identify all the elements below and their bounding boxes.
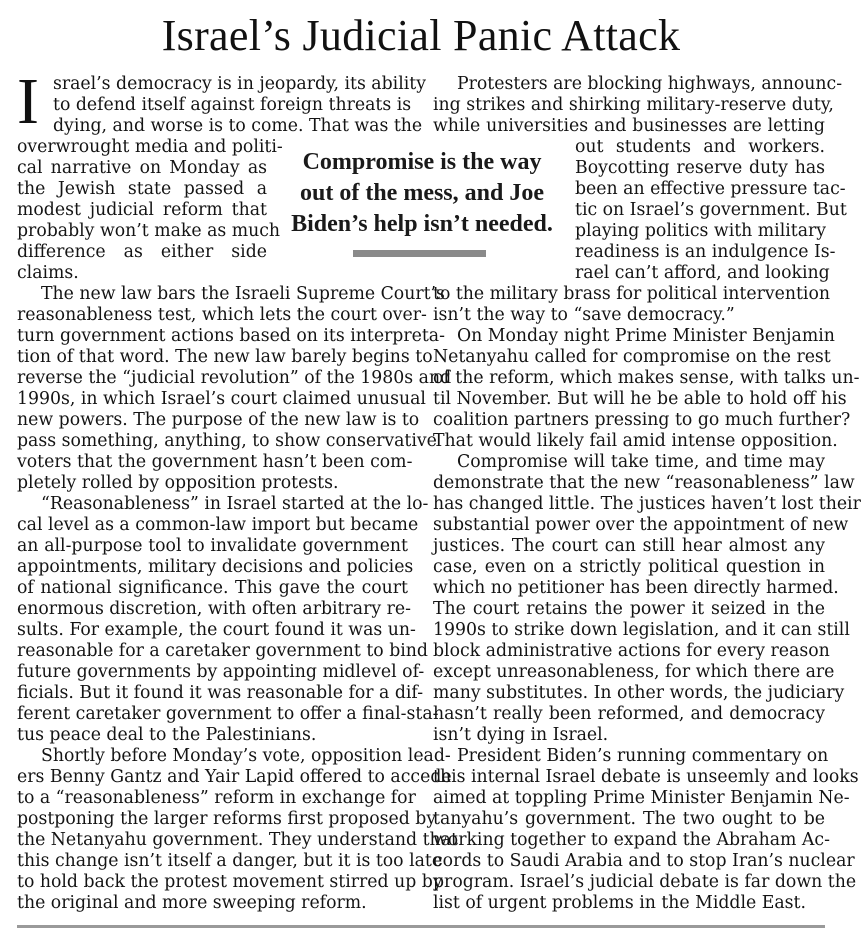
text-line: an all-purpose tool to invalidate government <box>17 536 408 556</box>
text-line: Netanyahu called for compromise on the rest <box>433 347 831 367</box>
text-line: On Monday night Prime Minister Benjamin <box>457 326 835 346</box>
text-line: coalition partners pressing to go much further? <box>433 410 851 430</box>
text-line: 1990s to strike down legislation, and it can still <box>433 620 850 640</box>
text-line: this internal Israel debate is unseemly and looks <box>433 767 859 787</box>
text-line: sults. For example, the court found it was un- <box>17 620 416 640</box>
text-line: which no petitioner has been directly harmed. <box>433 578 839 598</box>
text-line: cal level as a common-law import but became <box>17 515 419 535</box>
text-line: reverse the “judicial revolution” of the 1980s and <box>17 368 452 388</box>
text-line: probably won’t make as much <box>17 221 281 241</box>
text-line: many substitutes. In other words, the judiciary <box>433 683 845 703</box>
text-line: out students and workers. <box>575 137 825 157</box>
article-headline: Israel’s Judicial Panic Attack <box>161 11 681 60</box>
text-line: postponing the larger reforms first proposed by <box>17 809 437 829</box>
text-line: difference as either side <box>17 242 267 262</box>
text-line: Protesters are blocking highways, announc- <box>457 74 843 94</box>
text-line: isn’t dying in Israel. <box>433 725 609 745</box>
text-line: cal narrative on Monday as <box>17 158 267 178</box>
text-line: pass something, anything, to show conservative <box>17 431 437 451</box>
text-line: aimed at toppling Prime Minister Benjamin Ne- <box>433 788 850 808</box>
text-line: hasn’t really been reformed, and democracy <box>433 704 825 724</box>
text-line: been an effective pressure tac- <box>575 179 846 199</box>
text-line: of the reform, which makes sense, with talks un- <box>433 368 860 388</box>
text-line: substantial power over the appointment of new <box>433 515 849 535</box>
pull-quote: Compromise is the way out of the mess, and Joe Biden’s help isn’t needed. <box>291 149 553 237</box>
text-line: to a “reasonableness” reform in exchange for <box>17 788 416 808</box>
text-line: dying, and worse is to come. That was the <box>53 116 423 136</box>
text-line: til November. But will he be able to hold off his <box>433 389 847 409</box>
text-line: Shortly before Monday’s vote, opposition lead- <box>41 746 451 766</box>
text-line: except unreasonableness, for which there are <box>433 662 835 682</box>
text-line: of national significance. This gave the court <box>17 578 408 598</box>
text-line: demonstrate that the new “reasonableness” law <box>433 473 855 493</box>
text-line: working together to expand the Abraham Ac- <box>433 830 830 850</box>
text-line: tion of that word. The new law barely begins to <box>17 347 433 367</box>
text-line: The new law bars the Israeli Supreme Court’s <box>41 284 445 304</box>
text-line: ficials. But it found it was reasonable for a dif- <box>17 683 424 703</box>
text-line: President Biden’s running commentary on <box>457 746 829 766</box>
text-line: enormous discretion, with often arbitrary re- <box>17 599 411 619</box>
text-line: has changed little. The justices haven’t lost their <box>433 494 861 514</box>
text-line: appointments, military decisions and policies <box>17 557 414 577</box>
text-line: Compromise will take time, and time may <box>457 452 825 472</box>
text-line: block administrative actions for every reason <box>433 641 830 661</box>
text-line: voters that the government hasn’t been com- <box>17 452 413 472</box>
text-line: to the military brass for political intervention <box>433 284 830 304</box>
text-line: list of urgent problems in the Middle East. <box>433 893 806 913</box>
text-line: to defend itself against foreign threats is <box>53 95 412 115</box>
text-line: “Reasonableness” in Israel started at the lo- <box>41 494 429 514</box>
text-line: ers Benny Gantz and Yair Lapid offered to accede <box>17 767 452 787</box>
text-line: 1990s, in which Israel’s court claimed unusual <box>17 389 426 409</box>
text-line: while universities and businesses are letting <box>433 116 825 136</box>
text-line: isn’t the way to “save democracy.” <box>433 305 735 325</box>
text-line: pletely rolled by opposition protests. <box>17 473 339 493</box>
text-line: srael’s democracy is in jeopardy, its ability <box>53 74 426 94</box>
text-line: playing politics with military <box>575 221 827 241</box>
text-line: readiness is an indulgence Is- <box>575 242 836 262</box>
drop-cap: I <box>17 65 39 138</box>
text-line: overwrought media and politi- <box>17 137 283 157</box>
text-line: future governments by appointing midlevel of- <box>17 662 425 682</box>
text-line: That would likely fail amid intense opposition. <box>433 431 838 451</box>
text-line: ing strikes and shirking military-reserve duty, <box>433 95 834 115</box>
text-line: The court retains the power it seized in the <box>433 599 825 619</box>
text-line: the Netanyahu government. They understand that <box>17 830 458 850</box>
bottom-rule <box>17 925 825 928</box>
text-line: tanyahu’s government. The two ought to be <box>433 809 825 829</box>
text-line: claims. <box>17 263 79 283</box>
lead-paragraph <box>17 65 426 138</box>
text-line: rael can’t afford, and looking <box>575 263 830 283</box>
text-line: ferent caretaker government to offer a final-sta- <box>17 704 439 724</box>
text-line: new powers. The purpose of the new law is to <box>17 410 420 430</box>
text-line: justices. The court can still hear almost any <box>433 536 825 556</box>
text-line: tus peace deal to the Palestinians. <box>17 725 317 745</box>
text-line: Boycotting reserve duty has <box>575 158 825 178</box>
text-line: tic on Israel’s government. But <box>575 200 847 220</box>
text-line: case, even on a strictly political question in <box>433 557 825 577</box>
text-line: cords to Saudi Arabia and to stop Iran’s nuclear <box>433 851 855 871</box>
text-line: program. Israel’s judicial debate is far down the <box>433 872 857 892</box>
text-line: reasonable for a caretaker government to bind <box>17 641 428 661</box>
text-line: this change isn’t itself a danger, but it is too late <box>17 851 443 871</box>
text-line: turn government actions based on its interpreta- <box>17 326 445 346</box>
text-line: the Jewish state passed a <box>17 179 267 199</box>
text-line: the original and more sweeping reform. <box>17 893 367 913</box>
text-line: to hold back the protest movement stirred up by <box>17 872 443 892</box>
pull-quote-rule <box>353 250 486 257</box>
text-line: reasonableness test, which lets the court over- <box>17 305 427 325</box>
text-line: modest judicial reform that <box>17 200 267 220</box>
